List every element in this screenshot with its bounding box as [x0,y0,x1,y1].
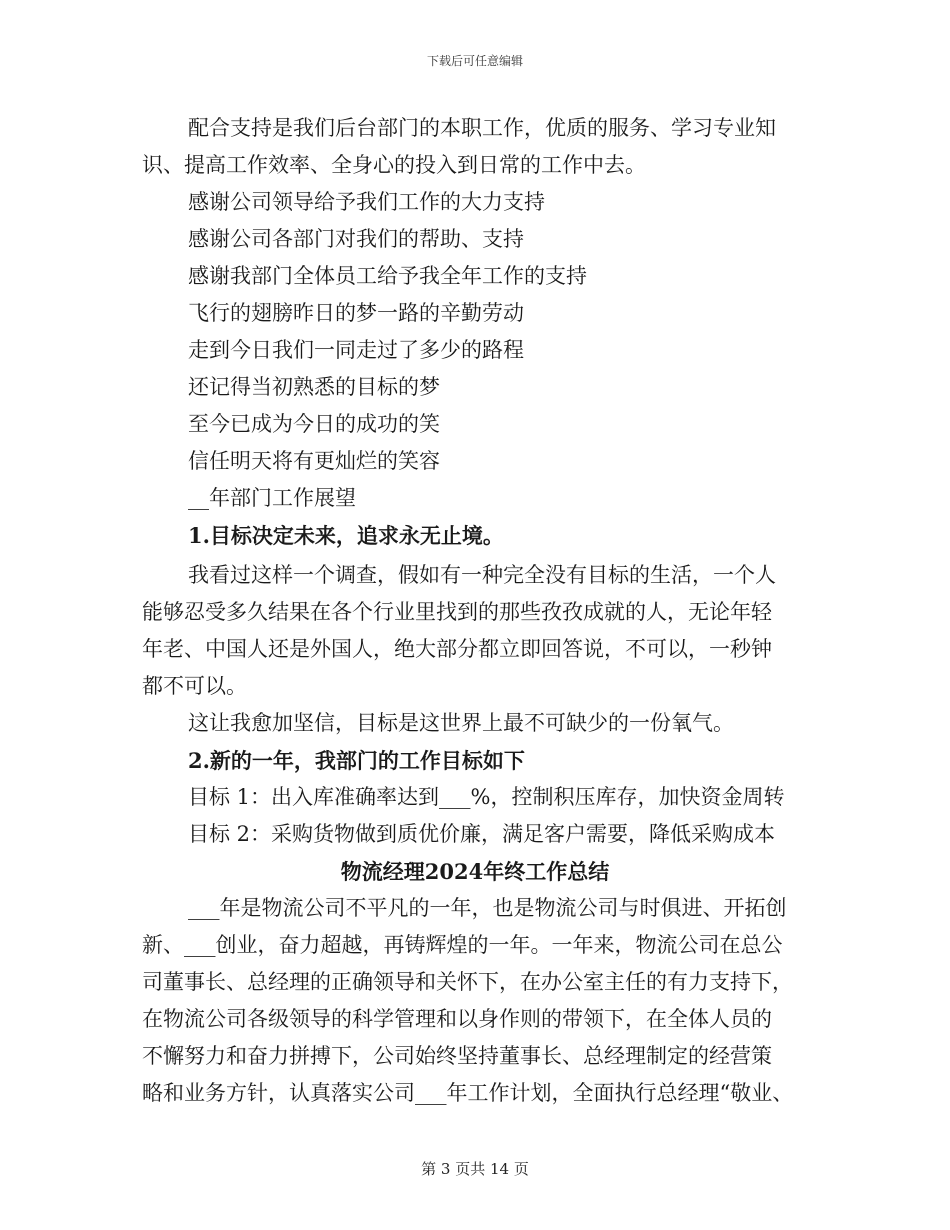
paragraph-line: 年老、中国人还是外国人，绝大部分都立即回答说，不可以，一秒钟 [142,637,772,661]
goal-item: 目标 2：采购货物做到质优价廉，满足客户需要，降低采购成本 [188,822,776,846]
subheading-goals-future: 1.目标决定未来，追求永无止境。 [188,523,504,548]
goal-item: 目标 1：出入库准确率达到___%，控制积压库存，加快资金周转 [188,785,785,809]
section-heading: __年部门工作展望 [188,486,356,510]
document-title: 物流经理2024年终工作总结 [340,859,610,884]
paragraph-line: 司董事长、总经理的正确领导和关怀下，在办公室主任的有力支持下， [142,970,793,994]
paragraph-line: 识、提高工作效率、全身心的投入到日常的工作中去。 [142,153,646,177]
paragraph-line: 感谢公司领导给予我们工作的大力支持 [188,190,545,214]
page-header: 下载后可任意编辑 [426,54,523,68]
paragraph-line: 感谢公司各部门对我们的帮助、支持 [188,227,524,251]
paragraph-line: 感谢我部门全体员工给予我全年工作的支持 [188,264,587,288]
paragraph-line: 略和业务方针，认真落实公司___年工作计划，全面执行总经理“敬业、 [142,1081,794,1105]
page-footer: 第 3 页共 14 页 [421,1160,529,1178]
paragraph-line: 都不可以。 [142,674,247,698]
paragraph-line: 飞行的翅膀昨日的梦一路的辛勤劳动 [188,301,524,325]
paragraph-line: 至今已成为今日的成功的笑 [188,412,440,436]
paragraph-line: 信任明天将有更灿烂的笑容 [188,449,440,473]
paragraph-line: 我看过这样一个调查，假如有一种完全没有目标的生活，一个人 [188,563,776,587]
paragraph-line: 不懈努力和奋力拼搏下，公司始终坚持董事长、总经理制定的经营策 [142,1044,772,1068]
paragraph-line: 能够忍受多久结果在各个行业里找到的那些孜孜成就的人，无论年轻 [142,600,772,624]
subheading-new-year-goals: 2.新的一年，我部门的工作目标如下 [188,748,525,773]
paragraph-line: 配合支持是我们后台部门的本职工作，优质的服务、学习专业知 [188,116,776,140]
paragraph-line: 新、___创业，奋力超越，再铸辉煌的一年。一年来，物流公司在总公 [142,933,783,957]
paragraph-line: ___年是物流公司不平凡的一年，也是物流公司与时俱进、开拓创 [188,896,787,920]
paragraph-line: 走到今日我们一同走过了多少的路程 [188,338,524,362]
paragraph-line: 这让我愈加坚信，目标是这世界上最不可缺少的一份氧气。 [188,711,734,735]
paragraph-line: 在物流公司各级领导的科学管理和以身作则的带领下，在全体人员的 [142,1007,772,1031]
paragraph-line: 还记得当初熟悉的目标的梦 [188,375,440,399]
